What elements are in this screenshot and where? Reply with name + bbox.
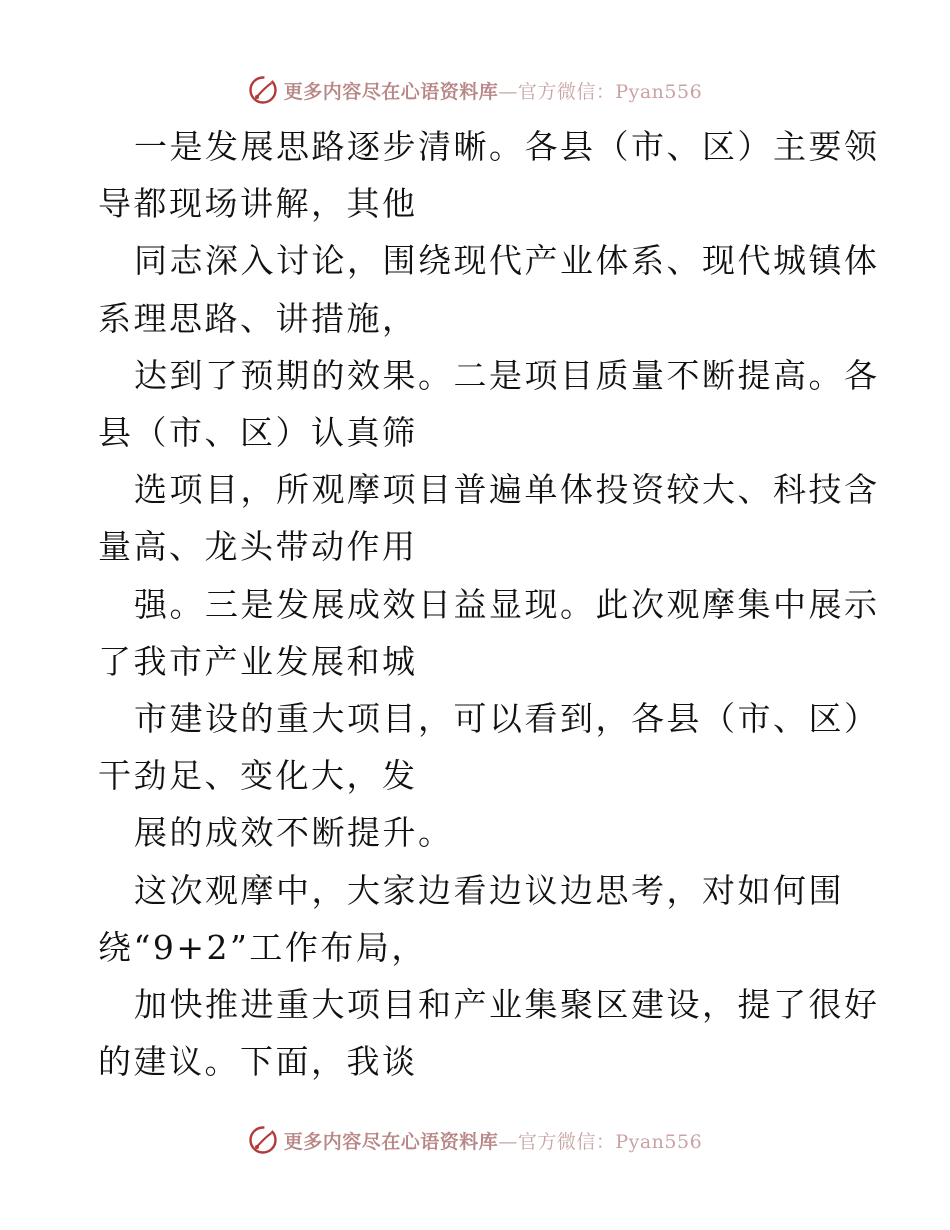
header-banner: [0, 70, 950, 110]
ink-brush-logo-icon: [248, 75, 278, 105]
text-line: 强。三是发展成效日益显现。此次观摩集中展示: [134, 584, 880, 624]
text-line: 量高、龙头带动作用: [98, 527, 418, 567]
text-line: 加快推进重大项目和产业集聚区建设，提了很好: [134, 985, 880, 1025]
text-line: 市建设的重大项目，可以看到，各县（市、区）: [134, 699, 880, 739]
footer-banner-sep: —: [498, 1130, 518, 1153]
text-line: 展的成效不断提升。: [134, 813, 454, 853]
text-line: 一是发展思路逐步清晰。各县（市、区）主要领: [134, 127, 880, 166]
text-line: 达到了预期的效果。二是项目质量不断提高。各: [134, 355, 880, 395]
text-line: 导都现场讲解，其他: [98, 184, 418, 224]
text-line: 干劲足、变化大，发: [98, 756, 418, 796]
text-line: 系理思路、讲措施，: [98, 298, 418, 338]
header-banner-sep: —: [498, 80, 518, 103]
text-line: 这次观摩中，大家边看边议边思考，对如何围: [134, 870, 844, 910]
footer-banner-wechat-id: Pyan556: [615, 1130, 703, 1153]
ink-brush-logo-icon: [248, 1125, 278, 1155]
footer-banner-text: [284, 1127, 702, 1154]
header-banner-wechat-id: Pyan556: [615, 80, 703, 103]
header-banner-main: 更多内容尽在心语资料库: [283, 80, 499, 103]
text-line: 县（市、区）认真筛: [98, 413, 418, 453]
text-line: 选项目，所观摩项目普遍单体投资较大、科技含: [134, 470, 880, 510]
header-banner-text: [284, 77, 702, 104]
body-text: [98, 118, 880, 1090]
footer-banner-suffix: 官方微信：: [517, 1130, 616, 1153]
footer-banner-main: 更多内容尽在心语资料库: [283, 1130, 499, 1153]
footer-banner: [0, 1120, 950, 1160]
text-line: 的建议。下面，我谈: [98, 1042, 418, 1082]
text-line: 同志深入讨论，围绕现代产业体系、现代城镇体: [134, 241, 880, 281]
header-banner-suffix: 官方微信：: [517, 80, 616, 103]
text-line: 了我市产业发展和城: [98, 641, 418, 681]
text-line: 绕“9+2”工作布局，: [98, 927, 427, 967]
